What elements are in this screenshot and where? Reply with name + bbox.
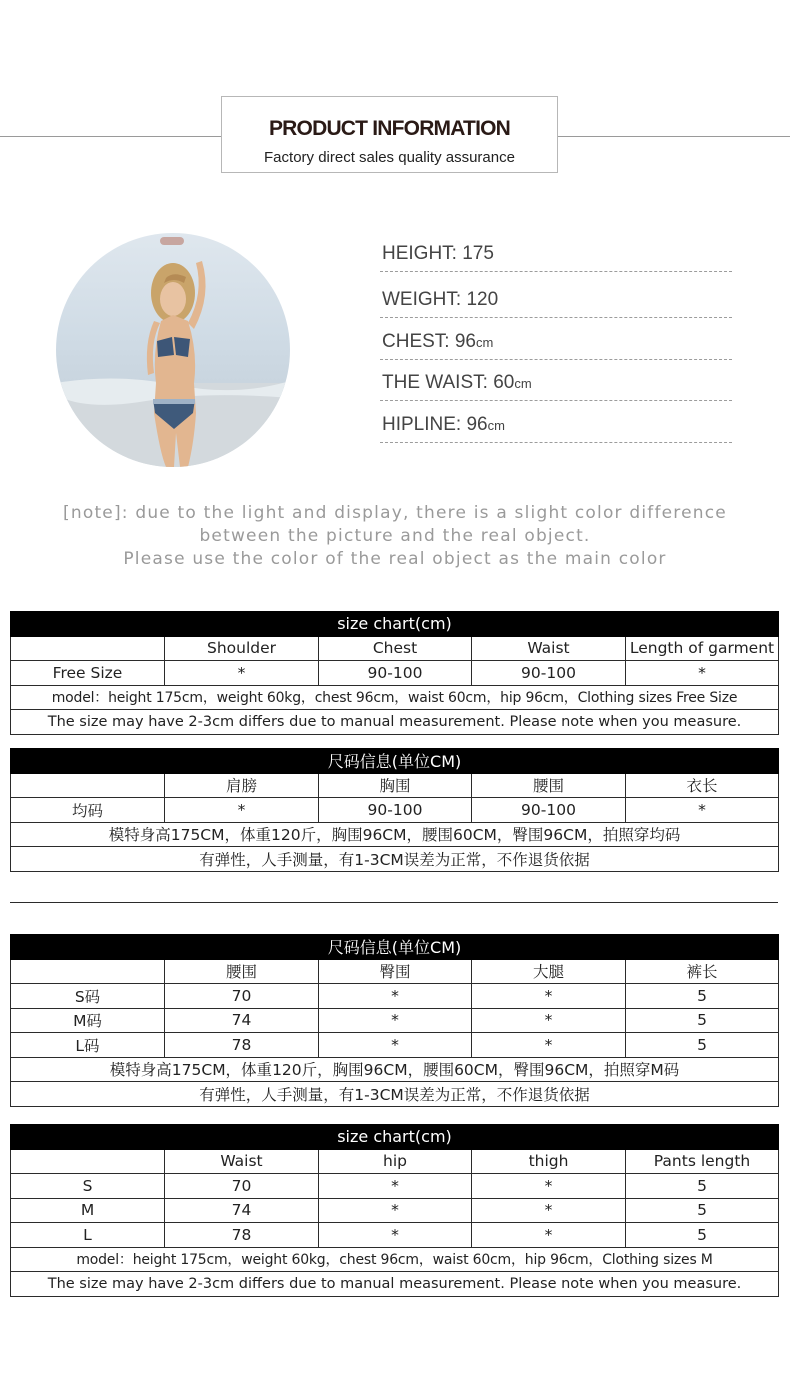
table-cell: 90-100 [319,798,472,823]
table-header-cell: Chest [319,636,472,661]
measure-note: 有弹性，人手测量，有1-3CM误差为正常，不作退货依据 [11,847,779,872]
header-line-right [558,136,790,137]
table-cell: 5 [626,1198,779,1223]
table-cell: 74 [165,1198,319,1223]
table-title: 尺码信息(单位CM) [11,749,779,774]
table-cell: * [626,661,779,686]
measurement-label: HEIGHT: [382,243,463,264]
table-header-cell: 裤长 [626,959,779,984]
table-row [11,798,779,823]
table-title: 尺码信息(单位CM) [11,935,779,960]
table-cell: 78 [165,1223,319,1248]
table-header-row [11,636,779,661]
header-line-left [0,136,221,137]
measurement-waist [380,361,732,401]
table-cell: S码 [11,984,165,1009]
table-header-cell: 腰围 [472,773,626,798]
model-note: 模特身高175CM，体重120斤，胸围96CM，腰围60CM，臀围96CM，拍照穿M码 [11,1057,779,1082]
table-header-cell [11,959,165,984]
table-cell: 5 [626,1008,779,1033]
measurement-label: WEIGHT: [382,289,467,310]
table-header-cell: 臀围 [319,959,472,984]
table-cell: * [165,661,319,686]
model-note: model：height 175cm，weight 60kg，chest 96cm，waist 60cm，hip 96cm，Clothing sizes M [11,1247,779,1272]
table-header-cell: 腰围 [165,959,319,984]
table-cell: * [472,1223,626,1248]
measurement-height [380,232,732,272]
table-cell: * [319,1008,472,1033]
model-photo [56,233,290,467]
section-divider [10,902,778,903]
table-cell: L [11,1223,165,1248]
table-cell: 90-100 [319,661,472,686]
table-row [11,661,779,686]
table-cell: 90-100 [472,661,626,686]
table-cell: 5 [626,1033,779,1058]
table-header-cell: Waist [165,1149,319,1174]
table-cell: * [472,1033,626,1058]
color-note-line-1: [note]: due to the light and display, there is a slight color difference [63,503,727,523]
table-header-cell: thigh [472,1149,626,1174]
table-cell: L码 [11,1033,165,1058]
table-cell: * [472,1008,626,1033]
model-note: model：height 175cm，weight 60kg，chest 96cm，waist 60cm，hip 96cm，Clothing sizes Free Size [11,685,779,710]
table-header-row [11,773,779,798]
measurement-unit: cm [514,376,532,391]
table-cell: * [472,1198,626,1223]
table-cell: S [11,1174,165,1199]
table-header-row [11,1149,779,1174]
table-cell: 90-100 [472,798,626,823]
measure-note: The size may have 2-3cm differs due to manual measurement. Please note when you measure. [11,710,779,735]
table-header-cell: hip [319,1149,472,1174]
table-cell: * [472,984,626,1009]
table-header-cell [11,636,165,661]
measurement-value: 96 [454,331,476,352]
measurement-value: 96 [466,414,488,435]
table-header-cell: Shoulder [165,636,319,661]
table-cell: 74 [165,1008,319,1033]
measurement-label: THE WAIST: [382,372,494,393]
measurement-label: CHEST: [382,331,455,352]
table-cell: 70 [165,1174,319,1199]
table-cell: 70 [165,984,319,1009]
table-cell: * [319,1198,472,1223]
table-cell: * [165,798,319,823]
table-title: size chart(cm) [11,1125,779,1150]
table-header-cell [11,1149,165,1174]
measurement-unit: cm [487,418,505,433]
size-chart-table-top-cn [10,748,779,872]
table-header-cell: 肩膀 [165,773,319,798]
measurement-value: 60 [493,372,515,393]
table-cell: * [319,1033,472,1058]
table-cell: * [472,1174,626,1199]
color-note-line-2: between the picture and the real object. [199,526,591,546]
table-row [11,1223,779,1248]
table-cell: 5 [626,1223,779,1248]
table-title: size chart(cm) [11,612,779,637]
table-row [11,1008,779,1033]
measurement-unit: cm [476,335,494,350]
table-cell: * [626,798,779,823]
measurement-value: 175 [462,243,494,264]
measurement-value: 120 [466,289,499,310]
table-cell: * [319,1174,472,1199]
table-row [11,1033,779,1058]
model-note: 模特身高175CM，体重120斤，胸围96CM，腰围60CM，臀围96CM，拍照穿均码 [11,822,779,847]
measurement-weight [380,278,732,318]
table-header-cell [11,773,165,798]
table-header-cell: 衣长 [626,773,779,798]
table-header-cell: Waist [472,636,626,661]
table-header-row [11,959,779,984]
measurement-hipline [380,403,732,443]
table-row [11,1198,779,1223]
page-subtitle: Factory direct sales quality assurance [264,149,515,166]
table-header-cell: Pants length [626,1149,779,1174]
page-title: PRODUCT INFORMATION [268,117,511,140]
header-box [221,96,558,173]
size-chart-table-bottom-cn [10,934,779,1107]
table-cell: * [319,984,472,1009]
color-note-line-3: Please use the color of the real object as the main color [123,549,667,569]
measure-note: 有弹性，人手测量，有1-3CM误差为正常，不作退货依据 [11,1082,779,1107]
table-cell: M码 [11,1008,165,1033]
measurement-label: HIPLINE: [382,414,467,435]
table-cell: M [11,1198,165,1223]
table-cell: 78 [165,1033,319,1058]
table-cell: Free Size [11,661,165,686]
table-header-cell: 胸围 [319,773,472,798]
measure-note: The size may have 2-3cm differs due to manual measurement. Please note when you measure. [11,1272,779,1297]
table-cell: 5 [626,1174,779,1199]
table-cell: * [319,1223,472,1248]
measurement-chest [380,320,732,360]
table-header-cell: 大腿 [472,959,626,984]
table-cell: 均码 [11,798,165,823]
table-row [11,1174,779,1199]
size-chart-table-top-en [10,611,779,735]
table-header-cell: Length of garment [626,636,779,661]
table-row [11,984,779,1009]
table-cell: 5 [626,984,779,1009]
size-chart-table-bottom-en [10,1124,779,1297]
